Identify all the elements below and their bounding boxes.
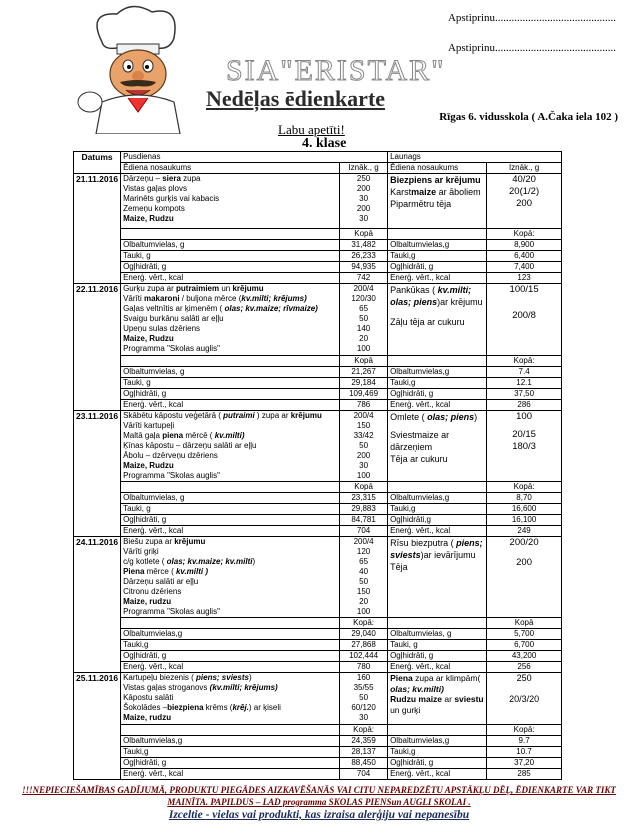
menu-table: [73, 151, 562, 780]
header-row-2: [74, 163, 562, 174]
day-3-lunch-yield: 200/4 150 33/42 50 200 30 100: [340, 411, 388, 482]
day-5-snack-yield: 250 20/3/20: [487, 673, 562, 725]
day-2-snack: Pankūkas ( kv.milti; olas; piens)ar krējumu Zāļu tēja ar cukuru: [388, 284, 487, 356]
day-1-nutr-row: Ogļhidrāti, g 94,935 Ogļhidrāti, g 7,400: [74, 262, 562, 273]
day-3-lunch: Skābētu kāpostu veģetārā ( putraimi ) zupa ar krējumu Vārīti kartupeļi Maltā gaļa piena mērcē ( kv.milti) Ķīnas kāpostu – dārzeņu salāti ar eļļu Ābolu – dzērveņu dzēriens Maize, Rudzu Programma "Skolas auglis": [121, 411, 340, 482]
day-1-snack-yield: 40/20 20(1/2) 200: [487, 174, 562, 229]
day-4-total-row: Kopā: Kopā: [74, 618, 562, 629]
day-2-nutr-row: Ogļhidrāti, g 109,469 Ogļhidrāti, g 37,50: [74, 389, 562, 400]
footer-notice-2: MAINĪTA. PAPILDUS – LAD programma SKOLAS PIENSun AUGLI SKOLAI .: [167, 797, 471, 807]
day-1-nutr-row: Olbaltumvielas, g 31,482 Olbaltumvielas,g 8,900: [74, 240, 562, 251]
day-5-nutr-row: Enerģ. vērt., kcal 704 Enerģ. vērt., kcal 285: [74, 769, 562, 780]
day-2-total-row: Kopā Kopā:: [74, 356, 562, 367]
day-4-meals: [74, 537, 562, 618]
company-logo-text: SIA"ERISTAR": [226, 54, 446, 87]
day-4-nutr-row: Enerģ. vērt., kcal 780 Enerģ. vērt., kcal 256: [74, 662, 562, 673]
day-2-meals: [74, 284, 562, 356]
header-lunch: Pusdienas: [121, 152, 388, 163]
allergen-note: Izceltie - vielas vai produkti, kas izraisa alerģiju vai nepanesību: [168, 809, 470, 821]
approve-line-1: Apstiprinu............................................: [447, 12, 616, 24]
day-4-nutr-row: Ogļhidrāti, g 102,444 Ogļhidrāti, g 43,200: [74, 651, 562, 662]
day-5-lunch-yield: 160 35/55 50 60/120 30: [340, 673, 388, 725]
day-4-date: 24.11.2016: [74, 537, 121, 673]
header-snack: Launags: [388, 152, 562, 163]
header-dish-name: Ēdiena nosaukums: [121, 163, 340, 174]
day-3-snack-yield: 100 20/15 180/3: [487, 411, 562, 482]
header-yield-2: Iznāk., g: [487, 163, 562, 174]
day-1-nutr-row: Enerģ. vērt., kcal 742 Enerģ. vērt., kcal 123: [74, 273, 562, 284]
day-1-meals: [74, 174, 562, 229]
day-2-nutr-row: Enerģ. vērt., kcal 786 Enerģ. vērt., kcal 286: [74, 400, 562, 411]
day-1-nutr-row: Tauki, g 26,233 Tauki,g 6,400: [74, 251, 562, 262]
day-4-snack-yield: 200/20 200: [487, 537, 562, 618]
day-5-snack: Piena zupa ar klimpām( olas; kv.milti) Rudzu maize ar sviestu un gurķi: [388, 673, 487, 725]
day-1-total-row: Kopā Kopā:: [74, 229, 562, 240]
day-3-nutr-row: Tauki, g 29,883 Tauki,g 16,600: [74, 504, 562, 515]
day-2-snack-yield: 100/15 200/8: [487, 284, 562, 356]
day-4-nutr-row: Olbaltumvielas,g 29,040 Olbaltumvielas, g 5,700: [74, 629, 562, 640]
day-3-meals: [74, 411, 562, 482]
day-5-nutr-row: Ogļhidrāti, g 88,450 Ogļhidrāti, g 37,20: [74, 758, 562, 769]
approve-line-2: Apstiprinu............................................: [447, 42, 616, 54]
day-2-lunch-yield: 200/4 120/30 65 50 140 20 100: [340, 284, 388, 356]
header-yield: Iznāk., g: [340, 163, 388, 174]
day-2-date: 22.11.2016: [74, 284, 121, 411]
day-4-lunch: Biešu zupa ar krējumu Vārīti griķi c/g kotlete ( olas; kv.maize; kv.milti) Piena mērce ( kv.milti ) Dārzeņu salāti ar eļļu Citronu dzēriens Maize, rudzu Programma "Skolas auglis": [121, 537, 340, 618]
school-name: Rīgas 6. vidusskola ( A.Čaka iela 102 ): [439, 111, 618, 123]
header-date: Datums: [74, 152, 121, 174]
day-5-meals: [74, 673, 562, 725]
day-1-snack: Biezpiens ar krējumu Karstmaize ar āboliem Piparmētru tēja: [388, 174, 487, 229]
day-3-snack: Omlete ( olas; piens) Sviestmaize ar dārzeņiem Tēja ar cukuru: [388, 411, 487, 482]
footer-notice: !!!NEPIECIEŠAMĪBAS GADĪJUMĀ, PRODUKTU PIEGĀDES AIZKAVĒŠANĀS VAI CITU NEPAREDZĒTU APSTĀKĻU DĒĻ, ĒDIENKARTE VAR TIKT: [22, 785, 616, 795]
day-4-snack: Rīsu biezputra ( piens; sviests)ar ievārījumu Tēja: [388, 537, 487, 618]
day-2-nutr-row: Tauki, g 29,184 Tauki,g 12.1: [74, 378, 562, 389]
header-dish-name-2: Ēdiena nosaukums: [388, 163, 487, 174]
day-4-nutr-row: Tauki,g 27,868 Tauki, g 6,700: [74, 640, 562, 651]
menu-title: Nedēļas ēdienkarte: [206, 86, 386, 111]
day-1-date: 21.11.2016: [74, 174, 121, 284]
chef-illustration: [62, 2, 212, 134]
header-row-1: [74, 152, 562, 163]
day-3-nutr-row: Olbaltumvielas, g 23,315 Olbaltumvielas,g 8,70: [74, 493, 562, 504]
day-3-nutr-row: Ogļhidrāti, g 84,781 Ogļhidrāti,g 16,100: [74, 515, 562, 526]
day-2-lunch: Gurķu zupa ar putraimiem un krējumu Vārīti makaroni / buljona mērce (kv.milti; krējums) Gaļas veltnītis ar ķimenēm ( olas; kv.maize; rīvmaize) Svaigu burkānu salāti ar eļļu Upeņu sulas dzēriens Maize, Rudzu Programma "Skolas auglis": [121, 284, 340, 356]
day-3-date: 23.11.2016: [74, 411, 121, 537]
day-4-lunch-yield: 200/4 120 65 40 50 150 20 100: [340, 537, 388, 618]
day-1-lunch: Dārzeņu – siera zupa Vistas gaļas plovs Marinēts gurķis vai kabacis Zemeņu kompots Maize, Rudzu: [121, 174, 340, 229]
day-5-nutr-row: Olbaltumvielas,g 24,359 Olbaltumvielas,g 9.7: [74, 736, 562, 747]
day-5-lunch: Kartupeļu biezenis ( piens; sviests) Vistas gaļas stroganovs (kv.milti; krējums) Kāpostu salāti Šokolādes –biezpiena krēms (krēj.) ar ķiseli Maize, rudzu: [121, 673, 340, 725]
day-5-date: 25.11.2016: [74, 673, 121, 780]
bon-appetit: Labu apetīti!: [278, 122, 345, 137]
day-3-nutr-row: Enerģ. vērt., kcal 704 Enerģ. vērt., kcal 249: [74, 526, 562, 537]
day-3-total-row: Kopā Kopā:: [74, 482, 562, 493]
day-5-total-row: Kopā: Kopā:: [74, 725, 562, 736]
grade-label: 4. klase: [302, 136, 347, 151]
day-1-lunch-yield: 250 200 30 200 30: [340, 174, 388, 229]
day-5-nutr-row: Tauki,g 28,137 Tauki,g 10.7: [74, 747, 562, 758]
day-2-nutr-row: Olbaltumvielas, g 21,267 Olbaltumvielas,g 7.4: [74, 367, 562, 378]
